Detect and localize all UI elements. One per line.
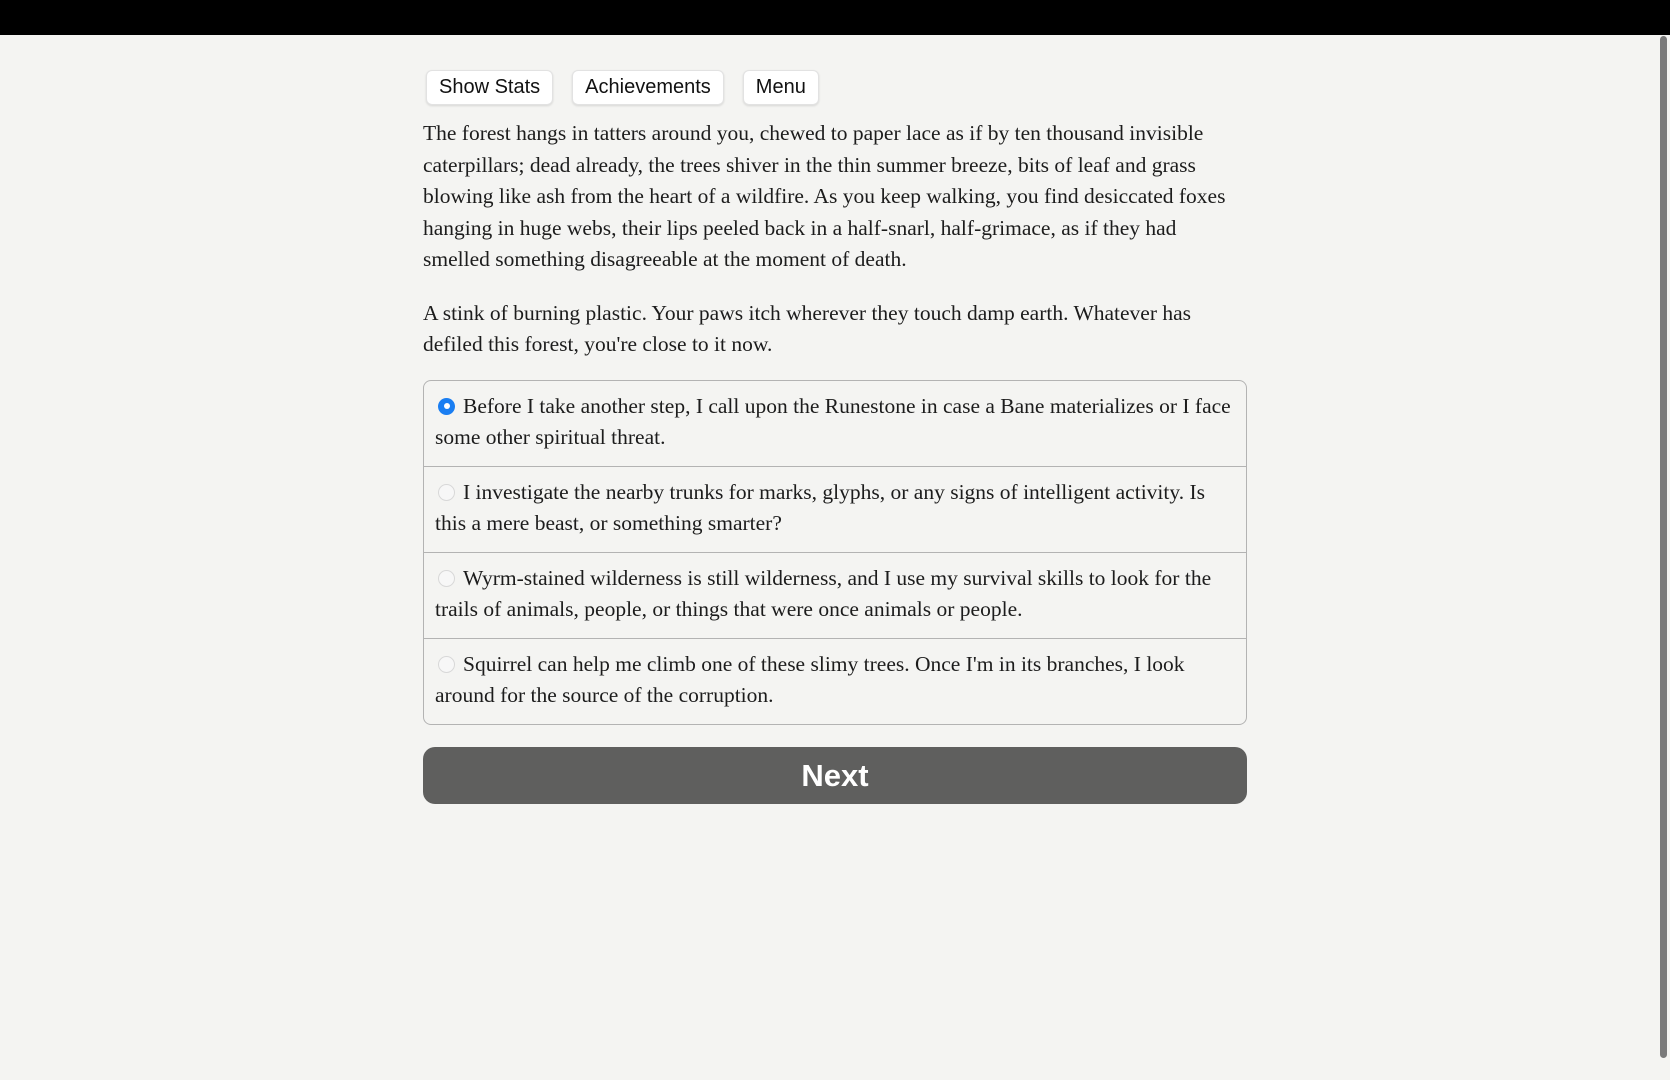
choice-label: I investigate the nearby trunks for marks, glyphs, or any signs of intelligent activity. Is this a mere beast, or something smarter? [435,479,1205,535]
next-button[interactable]: Next [423,747,1247,804]
window-top-bar [0,0,1670,35]
story-paragraph: The forest hangs in tatters around you, chewed to paper lace as if by ten thousand invisible caterpillars; dead already, the trees shiver in the thin summer breeze, bits of leaf and grass blowing like ash from the heart of a wildfire. As you keep walking, you find desiccated foxes hanging in huge webs, their lips peeled back in a half-snarl, half-grimace, as if they had smelled something disagreeable at the moment of death. [423,121,1226,271]
show-stats-button[interactable]: Show Stats [426,70,553,105]
story-text [423,118,1247,361]
menu-button[interactable]: Menu [743,70,819,105]
choice-label: Squirrel can help me climb one of these slimy trees. Once I'm in its branches, I look around for the source of the corruption. [435,651,1185,707]
page-scrollbar[interactable] [1660,36,1667,1058]
game-container [423,70,1247,804]
achievements-button[interactable]: Achievements [572,70,724,105]
choice-option-investigate[interactable] [424,466,1246,552]
choice-list [423,380,1247,725]
toolbar [426,70,1247,104]
choice-option-squirrel[interactable] [424,638,1246,724]
story-paragraph: A stink of burning plastic. Your paws itch wherever they touch damp earth. Whatever has defiled this forest, you're close to it now. [423,300,1192,356]
radio-unselected-icon[interactable] [438,484,455,501]
radio-unselected-icon[interactable] [438,656,455,673]
radio-selected-icon[interactable] [438,398,455,415]
choice-option-survival[interactable] [424,552,1246,638]
choice-option-runestone[interactable] [424,381,1246,466]
radio-unselected-icon[interactable] [438,570,455,587]
choice-label: Before I take another step, I call upon the Runestone in case a Bane materializes or I face some other spiritual threat. [435,393,1231,449]
choice-label: Wyrm-stained wilderness is still wilderness, and I use my survival skills to look for the trails of animals, people, or things that were once animals or people. [435,565,1212,621]
